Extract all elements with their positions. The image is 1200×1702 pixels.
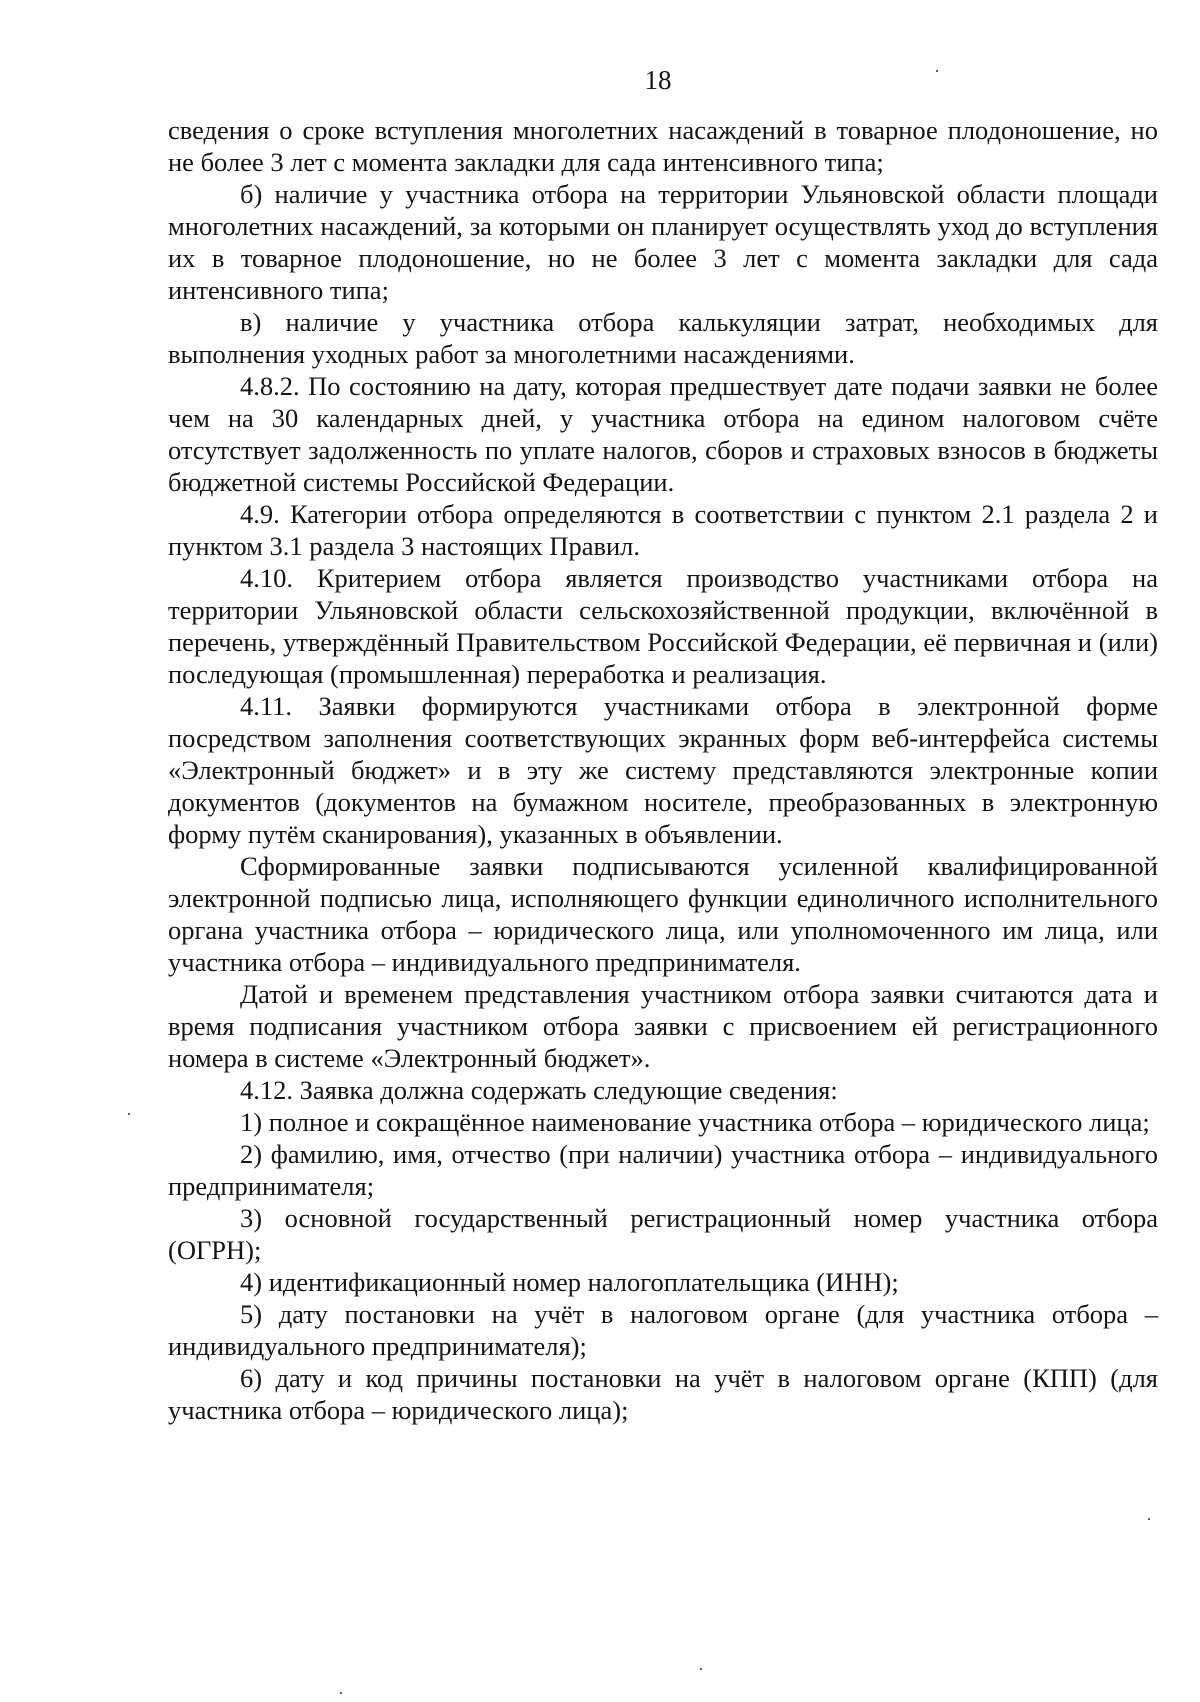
paragraph-4-12: 4.12. Заявка должна содержать следующие сведения: bbox=[240, 1075, 838, 1105]
paragraph-b: б) наличие у участника отбора на территории Ульяновской области площади многолетних насаждений, за которыми он планирует осуществлять уход до вступления их в товарное плодоношение, но не более 3 лет с момента закладки для сада интенсивного типа; bbox=[168, 179, 1158, 305]
list-item-2: 2) фамилию, имя, отчество (при наличии) участника отбора – индивидуального предпринимателя; bbox=[168, 1139, 1158, 1201]
paragraph-v: в) наличие у участника отбора калькуляции затрат, необходимых для выполнения уходных работ за многолетними насаждениями. bbox=[168, 307, 1158, 369]
scan-speck bbox=[128, 1113, 130, 1115]
paragraph-signed-applications: Сформированные заявки подписываются усиленной квалифицированной электронной подписью лица, исполняющего функции единоличного исполнительного органа участника отбора – юридического лица, или уполномоченного им лица, или участника отбора – индивидуального предпринимателя. bbox=[168, 851, 1158, 977]
scan-speck bbox=[340, 1692, 342, 1694]
list-item-4: 4) идентификационный номер налогоплательщика (ИНН); bbox=[240, 1267, 899, 1297]
scan-speck bbox=[936, 70, 938, 72]
page-number: 18 bbox=[644, 65, 672, 95]
list-item-3: 3) основной государственный регистрационный номер участника отбора (ОГРН); bbox=[168, 1203, 1158, 1265]
scan-speck bbox=[1148, 1518, 1150, 1520]
paragraph-4-10: 4.10. Критерием отбора является производство участниками отбора на территории Ульяновской области сельскохозяйственной продукции, включённой в перечень, утверждённый Правительством Российской Федерации, её первичная и (или) последующая (промышленная) переработка и реализация. bbox=[168, 563, 1158, 689]
paragraph-submission-date: Датой и временем представления участником отбора заявки считаются дата и время подписания участником отбора заявки с присвоением ей регистрационного номера в системе «Электронный бюджет». bbox=[168, 979, 1158, 1073]
paragraph-4-8-2: 4.8.2. По состоянию на дату, которая предшествует дате подачи заявки не более чем на 30 календарных дней, у участника отбора на едином налоговом счёте отсутствует задолженность по уплате налогов, сборов и страховых взносов в бюджеты бюджетной системы Российской Федерации. bbox=[168, 371, 1158, 497]
list-item-6: 6) дату и код причины постановки на учёт в налоговом органе (КПП) (для участника отбора – юридического лица); bbox=[168, 1363, 1158, 1425]
paragraph-4-9: 4.9. Категории отбора определяются в соответствии с пунктом 2.1 раздела 2 и пунктом 3.1 раздела 3 настоящих Правил. bbox=[168, 499, 1158, 561]
document-body bbox=[168, 114, 1158, 1426]
list-item-5: 5) дату постановки на учёт в налоговом органе (для участника отбора – индивидуального предпринимателя); bbox=[168, 1299, 1158, 1361]
list-item-1: 1) полное и сокращённое наименование участника отбора – юридического лица; bbox=[240, 1107, 1150, 1137]
paragraph-continuation: сведения о сроке вступления многолетних насаждений в товарное плодоношение, но не более 3 лет с момента закладки для сада интенсивного типа; bbox=[168, 115, 1158, 177]
paragraph-4-11: 4.11. Заявки формируются участниками отбора в электронной форме посредством заполнения соответствующих экранных форм веб-интерфейса системы «Электронный бюджет» и в эту же систему представляются электронные копии документов (документов на бумажном носителе, преобразованных в электронную форму путём сканирования), указанных в объявлении. bbox=[168, 691, 1158, 849]
scan-speck bbox=[700, 1668, 702, 1670]
